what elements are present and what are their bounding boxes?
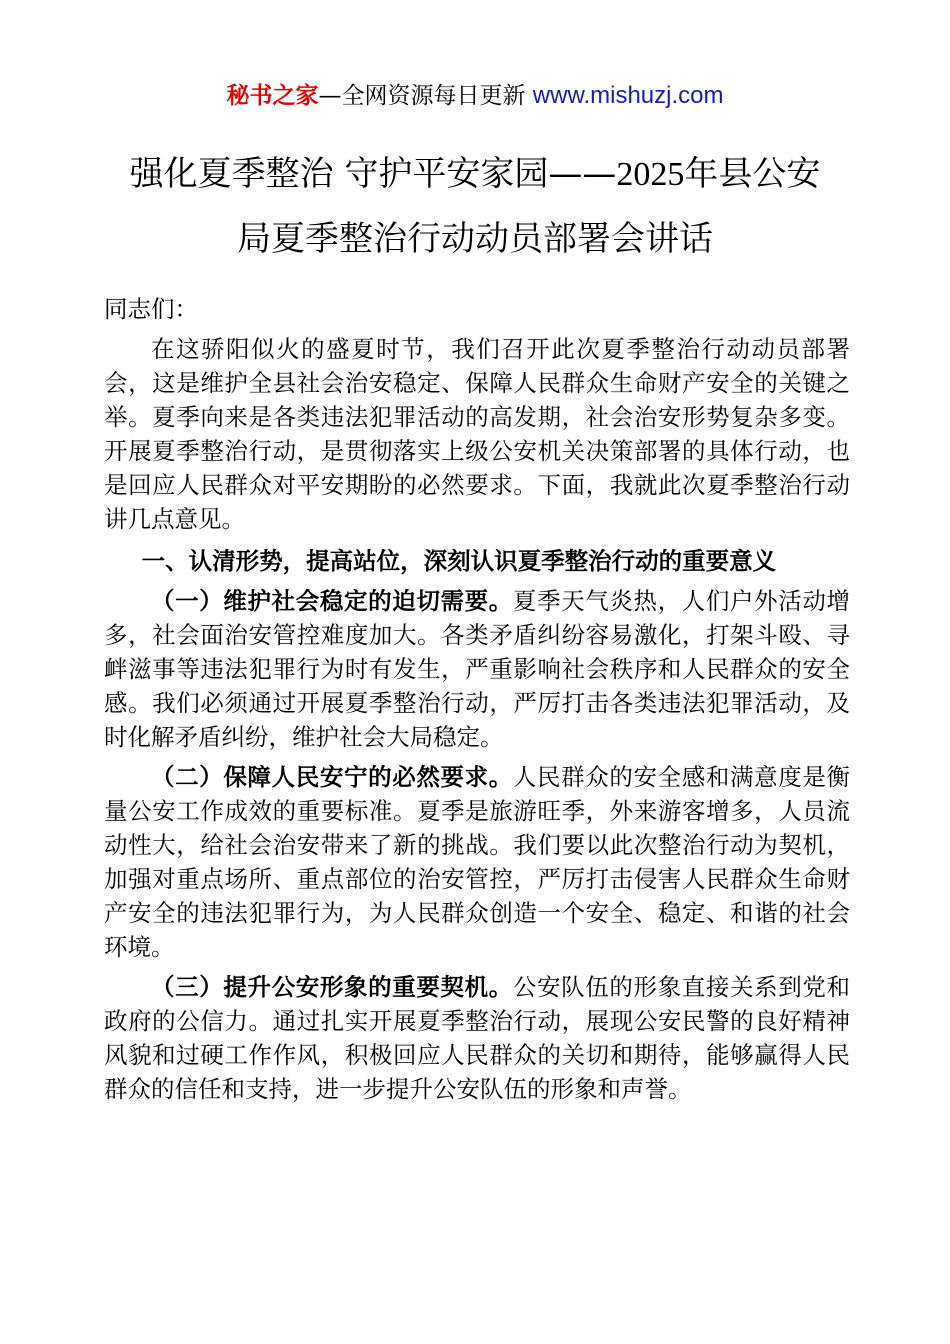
site-url-link[interactable]: www.mishuzj.com [532, 82, 724, 109]
title-line2: 局夏季整治行动动员部署会讲话 [237, 219, 713, 259]
title-line1-part1: 强化夏季整治 守护平安家园—— [129, 154, 617, 194]
item-text: 公安队伍的形象直接关系到党和政府的公信力。通过扎实开展夏季整治行动，展现公安民警的良好精神风貌和过硬工作作风，积极回应人民群众的关切和期待，能够赢得人民群众的信任和支持，进一步提升公安队伍的形象和声誉。 [104, 973, 850, 1103]
document-body [104, 292, 850, 1112]
section-item-2 [104, 760, 850, 964]
document-title [60, 142, 890, 271]
site-brand: 秘书之家 [226, 83, 319, 109]
salutation: 同志们： [104, 295, 198, 323]
site-tagline: —全网资源每日更新 [318, 83, 533, 109]
title-line1-part2: 年县公安 [684, 154, 821, 194]
section-heading: 一、认清形势，提高站位，深刻认识夏季整治行动的重要意义 [141, 547, 777, 575]
title-year: 2025 [616, 156, 685, 193]
item-lead: （三）提升公安形象的重要契机。 [151, 973, 513, 1001]
site-header [0, 80, 950, 112]
item-text: 人民群众的安全感和满意度是衡量公安工作成效的重要标准。夏季是旅游旺季，外来游客增多，人员流动性大，给社会治安带来了新的挑战。我们要以此次整治行动为契机，加强对重点场所、重点部位的治安管控，严厉打击侵害人民群众生命财产安全的违法犯罪行为，为人民群众创造一个安全、稳定、和谐的社会环境。 [104, 763, 850, 961]
section-item-1 [104, 584, 850, 754]
item-lead: （一）维护社会稳定的迫切需要。 [151, 587, 513, 615]
section-item-3 [104, 970, 850, 1106]
item-lead: （二）保障人民安宁的必然要求。 [151, 763, 513, 791]
item-text: 夏季天气炎热，人们户外活动增多，社会面治安管控难度加大。各类矛盾纠纷容易激化，打架斗殴、寻衅滋事等违法犯罪行为时有发生，严重影响社会秩序和人民群众的安全感。我们必须通过开展夏季整治行动，严厉打击各类违法犯罪活动，及时化解矛盾纠纷，维护社会大局稳定。 [104, 587, 850, 751]
intro-paragraph: 在这骄阳似火的盛夏时节，我们召开此次夏季整治行动动员部署会，这是维护全县社会治安稳定、保障人民群众生命财产安全的关键之举。夏季向来是各类违法犯罪活动的高发期，社会治安形势复杂多变。开展夏季整治行动，是贯彻落实上级公安机关决策部署的具体行动，也是回应人民群众对平安期盼的必然要求。下面，我就此次夏季整治行动讲几点意见。 [104, 335, 850, 533]
